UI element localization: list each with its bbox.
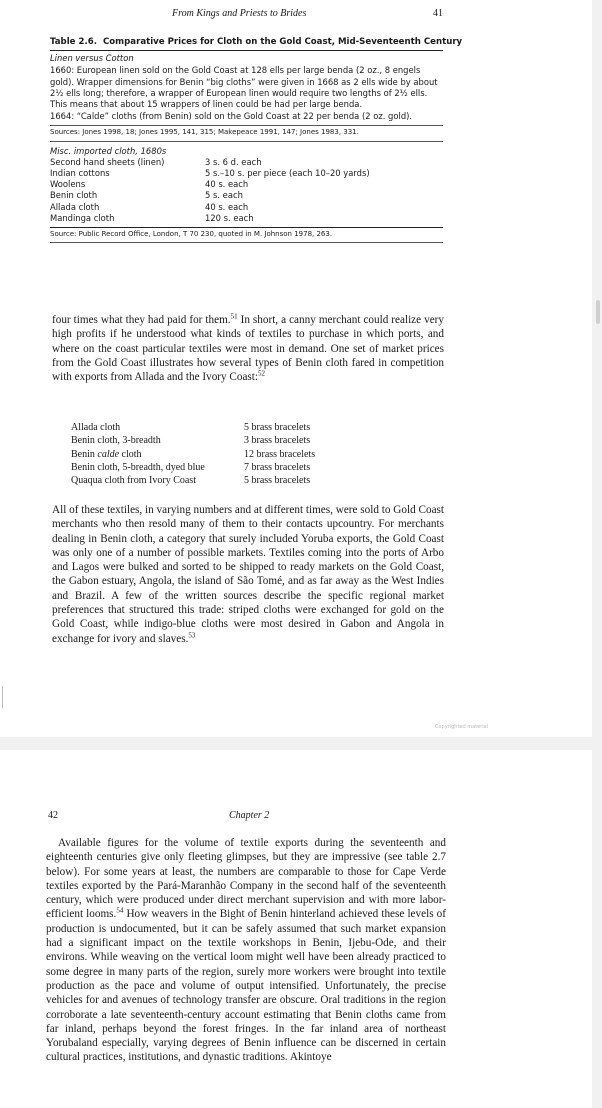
list-item xyxy=(71,434,315,447)
table-section-heading: Misc. imported cloth, 1680s xyxy=(50,145,167,156)
table-note-1664: 1664: “Calde” cloths (from Benin) sold on the Gold Coast at 22 per benda (2 oz. gold). xyxy=(50,111,413,122)
bracelet-price: 5 brass bracelets xyxy=(244,422,311,433)
page-number: 41 xyxy=(433,8,443,19)
table-sources: Sources: Jones 1998, 18; Jones 1995, 141, 315; Makepeace 1991, 147; Jones 1983, 331. xyxy=(50,125,443,141)
cloth-type: Mandinga cloth xyxy=(50,212,115,223)
cloth-name: Benin cloth, 3-breadth xyxy=(71,435,161,447)
cloth-name: Benin calde cloth xyxy=(71,448,142,460)
table-label: Table 2.6. xyxy=(50,37,97,47)
bracelet-price: 5 brass bracelets xyxy=(244,475,311,487)
cloth-price: 40 s. each xyxy=(205,179,249,190)
book-page-42 xyxy=(0,750,592,1108)
bracelet-price: 7 brass bracelets xyxy=(244,461,311,473)
cloth-name: Benin cloth, 5-breadth, dyed blue xyxy=(71,461,205,473)
cloth-type: Allada cloth xyxy=(50,201,100,212)
table-source: Source: Public Record Office, London, T 70 230, quoted in M. Johnson 1978, 263. xyxy=(50,227,443,243)
misc-cloth-list xyxy=(50,157,443,224)
table-row xyxy=(50,190,443,201)
cloth-type: Woolens xyxy=(50,179,86,190)
table-section-heading: Linen versus Cotton xyxy=(50,53,134,64)
list-item xyxy=(71,461,315,474)
table-row xyxy=(50,213,443,224)
page-edge-mark xyxy=(2,686,3,708)
footnote-ref: 52 xyxy=(258,369,265,378)
bracelet-price: 3 brass bracelets xyxy=(244,435,311,447)
cloth-price: 120 s. each xyxy=(205,212,254,223)
body-paragraph: All of these textiles, in varying numbers and at different times, were sold to Gold Coast merchants who then resold many of them to their contacts upcountry. For merchants dealing in Benin cloth, a category that surely included Yoruba exports, the Gold Coast was only one of a number of possible markets. Textiles coming into the ports of Arbo and Lagos were bulked and sorted to be shipped to ready markets on the Gold Coast, the Gabon estuary, Angola, the island of São Tomé, and as far away as the West Indies and Brazil. A few of the written sources describe the specific regional market preferences that structured this trade: striped cloths were exchanged for gold on the Gold Coast, while indigo-blue cloths were most desired in Gabon and Angola in exchange for ivory and slaves.$^{53}$ xyxy=(52,504,444,645)
page-number: 42 xyxy=(48,810,58,821)
bracelet-price: 12 brass bracelets xyxy=(244,448,316,460)
cloth-type: Second hand sheets (linen) xyxy=(50,156,165,167)
table-row xyxy=(50,168,443,179)
copyright-watermark: Copyrighted material xyxy=(435,724,489,730)
cloth-price: 5 s. each xyxy=(205,190,243,201)
footnote-ref: 53 xyxy=(188,630,196,639)
chapter-heading: Chapter 2 xyxy=(229,810,270,821)
footnote-ref: 54 xyxy=(116,906,124,915)
table-title: Comparative Prices for Cloth on the Gold Coast, Mid-Seventeenth Century xyxy=(102,37,463,47)
cloth-name: Allada cloth xyxy=(71,422,121,433)
running-head: From Kings and Priests to Brides xyxy=(172,8,307,19)
cloth-type: Benin cloth xyxy=(50,190,98,201)
cloth-price: 3 s. 6 d. each xyxy=(205,156,262,167)
scrollbar-thumb[interactable] xyxy=(596,300,600,324)
table-row xyxy=(50,179,443,190)
list-item xyxy=(71,474,315,487)
cloth-price: 5 s.–10 s. per piece (each 10–20 yards) xyxy=(205,168,370,179)
body-paragraph: four times what they had paid for them.$^{51}$ In short, a canny merchant could realize very high profits if he understood what kinds of textiles to purchase in which ports, and where on the coast particular textiles were most in demand. One set of market prices from the Gold Coast illustrates how several types of Benin cloth fared in competition with exports from Allada and the Ivory Coast:$^{52}$ xyxy=(52,312,445,384)
list-item xyxy=(71,421,315,434)
cloth-price: 40 s. each xyxy=(205,201,249,212)
table-note-1660: 1660: European linen sold on the Gold Coast at 128 ells per large benda (2 oz., 8 engels gold). Wrapper dimensions for Benin “big cloths” were given in 1668 as 2 ells wide by about 2½ ells long; therefore, a wrapper of European linen would require two lengths of 2½ ells. This means that about 15 wrappers of linen could be had per large benda. xyxy=(50,65,438,110)
table-row xyxy=(50,202,443,213)
cloth-type: Indian cottons xyxy=(50,168,110,179)
bracelet-price-list xyxy=(71,421,315,487)
list-item xyxy=(71,448,315,461)
body-paragraph: Available figures for the volume of textile exports during the seventeenth and eighteenth centuries give only fleeting glimpses, but they are impressive (see table 2.7 below). For some years at least, the numbers are comparable to those for Cape Verde textiles exported by the Pará-Maranhão Company in the second half of the seventeenth century, which were produced under direct merchant supervision and with more labor-efficient looms.$^{54}$ How weavers in the Bight of Benin hinterland achieved these levels of production is undocumented, but it can be safely assumed that such market expansion had a significant impact on the textile workshops in Benin, Ijebu-Ode, and their environs. While weaving on the vertical loom might well have been already practiced to some degree in many parts of the region, surely more workers were brought into textile production as the pace and volume of output intensified. Unfortunately, the precise vehicles for and avenues of technology transfer are obscure. Oral traditions in the region corroborate a late seventeenth-century account estimating that Benin cloths came from far inland, perhaps beyond the forest fringes. In the far inland area of northeast Yorubaland especially, varying degrees of Benin influence can be discerned in certain cultural practices, institutions, and dynastic traditions. Akintoye xyxy=(46,837,446,1064)
table-caption xyxy=(50,37,463,51)
footnote-ref: 51 xyxy=(230,312,238,321)
table-row xyxy=(50,157,443,168)
cloth-name: Quaqua cloth from Ivory Coast xyxy=(71,475,196,487)
price-table xyxy=(50,37,463,243)
